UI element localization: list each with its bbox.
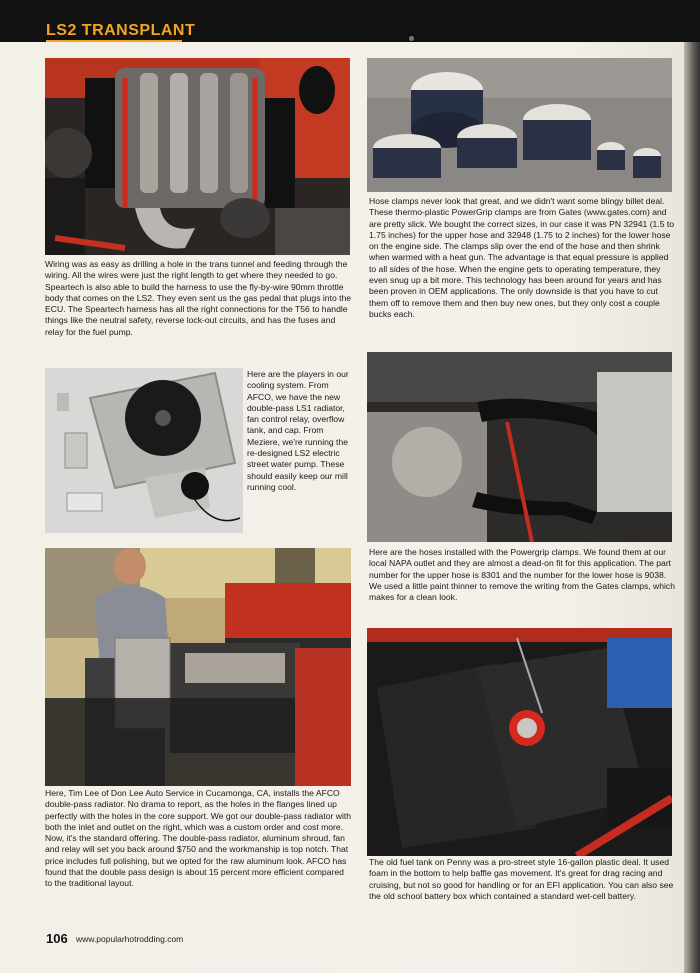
caption-install: Here, Tim Lee of Don Lee Auto Service in Cucamonga, CA, installs the AFCO double-pass radiator. No drama to report, as the holes in the flanges lined up perfectly with the holes in the core support. We got our double-pass radiator with both the inlet and outlet on the right, which was a custom order and cost more. Now, it's the standard offering. The double-pass radiator, aluminum shroud, fan and relay will set you back around $750 and the workmanship is top notch. That price includes full polishing, but we opted for the raw aluminum look. AFCO has found that the double pass design is about 15 percent more efficient compared to the traditional layout. xyxy=(45,788,352,889)
header-dot xyxy=(409,36,414,41)
photo-powergrip-clamps xyxy=(367,58,672,192)
fuel-tank-illustration xyxy=(367,628,672,856)
caption-fuel-tank: The old fuel tank on Penny was a pro-street style 16-gallon plastic deal. It used foam in the bottom to help baffle gas movement. It's great for drag racing and cruising, but not so good for handling or for an EFI application. You can also see the old school battery box which contained a standard wet-cell battery. xyxy=(369,857,674,901)
caption-cooling: Here are the players in our cooling system. From AFCO, we have the new double-pass LS1 radiator, fan control relay, overflow tank, and cap. From Meziere, we're running the re-designed LS2 electric street water pump. These should easily keep our mill running cool. xyxy=(247,369,349,492)
photo-radiator-install xyxy=(45,548,351,786)
caption-hoses: Here are the hoses installed with the Powergrip clamps. We found them at our local NAPA outlet and they are almost a dead-on fit for this application. The part number for the upper hose is 8301 and the number for the lower hose is 9038. We used a little paint thinner to remove the writing from the Gates clamps, which makes for a clean look. xyxy=(369,547,676,603)
page-number: 106 xyxy=(46,931,68,946)
page-gutter-shadow xyxy=(684,42,700,973)
section-title: LS2 TRANSPLANT xyxy=(46,22,196,39)
caption-clamps: Hose clamps never look that great, and we didn't want some blingy billet deal. These thermo-plastic PowerGrip clamps are from Gates (www.gates.com) and are pretty slick. We bought the correct sizes, in our case it was PN 32941 (1.5 to 1.75 inches) for the upper hose and 32948 (1.75 to 2 inches) for the lower hose on the engine side. The clamps slip over the end of the hose and then shrink when warmed with a heat gun. The advantage is that equal pressure is applied to all sides of the hose. When the engine gets to operating temperature, they even snug up a bit more. This technology has been around for years and has been proven in OEM applications. The only downside is that you have to cut them off to remove them and then buy new ones, but they only cost a couple bucks each. xyxy=(369,196,675,319)
hoses-illustration xyxy=(367,352,672,542)
cooling-parts-illustration xyxy=(45,368,243,533)
clamps-illustration xyxy=(367,58,672,192)
photo-cooling-parts xyxy=(45,368,243,533)
radiator-install-illustration xyxy=(45,548,351,786)
engine-wiring-illustration xyxy=(45,58,350,255)
caption-wiring: Wiring was as easy as drilling a hole in the trans tunnel and feeding through the wiring. All the wires were just the right length to get where they needed to go. Speartech is also able to build the harness to use the fly-by-wire 90mm throttle body that comes on the LS2. They even sent us the gas pedal that plugs into the ECU. The Speartech harness has all the right connections for the T56 to handle things like the neutral safety, reverse lock-out circuits, and has the fuses and relay for the fuel pump. xyxy=(45,259,352,337)
photo-fuel-tank xyxy=(367,628,672,856)
photo-installed-hoses xyxy=(367,352,672,542)
photo-engine-wiring xyxy=(45,58,350,255)
footer-url: www.popularhotrodding.com xyxy=(76,934,184,944)
